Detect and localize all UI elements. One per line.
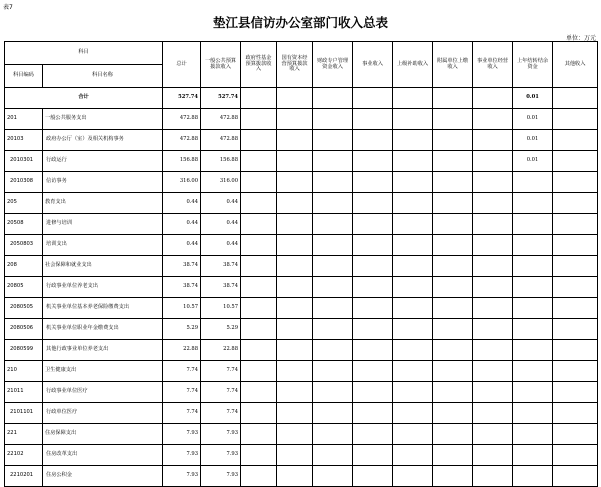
table-row: [5, 109, 598, 130]
table-row: [5, 403, 598, 424]
operating-cell: [473, 361, 513, 382]
business-cell: [353, 151, 393, 172]
subject-code-cell: 201: [5, 109, 43, 130]
total-cell: 156.88: [163, 151, 201, 172]
total-cell: 22.88: [163, 340, 201, 361]
table-row: [5, 319, 598, 340]
affiliated-cell: [433, 130, 473, 151]
upper-subsidy-cell: [393, 319, 433, 340]
operating-cell: [473, 298, 513, 319]
special-fiscal-cell: [313, 361, 353, 382]
subject-name-cell: 进修与培训: [43, 214, 163, 235]
affiliated-cell: [433, 235, 473, 256]
subject-name-cell: 住房公积金: [43, 466, 163, 487]
subject-code-cell: 2010301: [5, 151, 43, 172]
gov-fund-cell: [241, 424, 277, 445]
subject-name-cell: 教育支出: [43, 193, 163, 214]
other-cell: [553, 340, 598, 361]
upper-subsidy-cell: [393, 298, 433, 319]
special-fiscal-cell: [313, 319, 353, 340]
subject-name-cell: 一般公共服务支出: [43, 109, 163, 130]
state-capital-cell: [277, 214, 313, 235]
general-budget-cell: 527.74: [201, 88, 241, 109]
subject-name-cell: 社会保障和就业支出: [43, 256, 163, 277]
operating-cell: [473, 235, 513, 256]
header-special-fiscal: 财政专户管理资金收入: [313, 42, 353, 88]
general-budget-cell: 0.44: [201, 235, 241, 256]
other-cell: [553, 298, 598, 319]
gov-fund-cell: [241, 361, 277, 382]
total-cell: 38.74: [163, 256, 201, 277]
page-title: 垫江县信访办公室部门收入总表: [212, 15, 388, 30]
state-capital-cell: [277, 424, 313, 445]
general-budget-cell: 156.88: [201, 151, 241, 172]
state-capital-cell: [277, 466, 313, 487]
operating-cell: [473, 277, 513, 298]
header-business: 事业收入: [353, 42, 393, 88]
general-budget-cell: 7.93: [201, 445, 241, 466]
upper-subsidy-cell: [393, 340, 433, 361]
upper-subsidy-cell: [393, 466, 433, 487]
state-capital-cell: [277, 319, 313, 340]
state-capital-cell: [277, 277, 313, 298]
business-cell: [353, 277, 393, 298]
other-cell: [553, 424, 598, 445]
subject-name-cell: 住房保障支出: [43, 424, 163, 445]
business-cell: [353, 235, 393, 256]
carryover-cell: [513, 319, 553, 340]
upper-subsidy-cell: [393, 403, 433, 424]
other-cell: [553, 403, 598, 424]
business-cell: [353, 109, 393, 130]
other-cell: [553, 214, 598, 235]
special-fiscal-cell: [313, 88, 353, 109]
state-capital-cell: [277, 361, 313, 382]
state-capital-cell: [277, 151, 313, 172]
business-cell: [353, 88, 393, 109]
carryover-cell: 0.01: [513, 151, 553, 172]
general-budget-cell: 472.88: [201, 130, 241, 151]
subject-code-cell: 2050803: [5, 235, 43, 256]
table-row: [5, 256, 598, 277]
state-capital-cell: [277, 445, 313, 466]
special-fiscal-cell: [313, 340, 353, 361]
subject-code-cell: 208: [5, 256, 43, 277]
state-capital-cell: [277, 109, 313, 130]
header-subject-group: 科目: [5, 42, 163, 65]
subject-code-cell: 205: [5, 193, 43, 214]
other-cell: [553, 130, 598, 151]
other-cell: [553, 466, 598, 487]
gov-fund-cell: [241, 445, 277, 466]
state-capital-cell: [277, 172, 313, 193]
header-gov-fund: 政府性基金预算拨款收入: [241, 42, 277, 88]
general-budget-cell: 7.93: [201, 424, 241, 445]
general-budget-cell: 7.74: [201, 361, 241, 382]
table-row: [5, 466, 598, 487]
operating-cell: [473, 130, 513, 151]
operating-cell: [473, 403, 513, 424]
table-row: [5, 151, 598, 172]
gov-fund-cell: [241, 466, 277, 487]
operating-cell: [473, 109, 513, 130]
header-affiliated: 附属单位上缴收入: [433, 42, 473, 88]
carryover-cell: 0.01: [513, 109, 553, 130]
carryover-cell: [513, 256, 553, 277]
table-row: [5, 235, 598, 256]
state-capital-cell: [277, 256, 313, 277]
carryover-cell: 0.01: [513, 88, 553, 109]
header-other: 其他收入: [553, 42, 598, 88]
general-budget-cell: 38.74: [201, 256, 241, 277]
affiliated-cell: [433, 193, 473, 214]
subject-name-cell: 卫生健康支出: [43, 361, 163, 382]
subject-name-cell: 行政事业单位养老支出: [43, 277, 163, 298]
operating-cell: [473, 88, 513, 109]
operating-cell: [473, 382, 513, 403]
upper-subsidy-cell: [393, 214, 433, 235]
table-row: [5, 340, 598, 361]
upper-subsidy-cell: [393, 88, 433, 109]
operating-cell: [473, 466, 513, 487]
special-fiscal-cell: [313, 298, 353, 319]
subject-name-cell: 机关事业单位基本养老保险缴费支出: [43, 298, 163, 319]
carryover-cell: [513, 172, 553, 193]
subject-code-cell: 2080506: [5, 319, 43, 340]
special-fiscal-cell: [313, 466, 353, 487]
carryover-cell: [513, 445, 553, 466]
general-budget-cell: 7.74: [201, 403, 241, 424]
upper-subsidy-cell: [393, 235, 433, 256]
affiliated-cell: [433, 340, 473, 361]
subject-name-cell: 行政单位医疗: [43, 403, 163, 424]
upper-subsidy-cell: [393, 382, 433, 403]
affiliated-cell: [433, 361, 473, 382]
upper-subsidy-cell: [393, 172, 433, 193]
gov-fund-cell: [241, 340, 277, 361]
gov-fund-cell: [241, 319, 277, 340]
gov-fund-cell: [241, 256, 277, 277]
income-table: [4, 41, 598, 487]
state-capital-cell: [277, 88, 313, 109]
carryover-cell: [513, 424, 553, 445]
operating-cell: [473, 151, 513, 172]
upper-subsidy-cell: [393, 256, 433, 277]
subject-code-cell: 2010308: [5, 172, 43, 193]
gov-fund-cell: [241, 277, 277, 298]
carryover-cell: [513, 466, 553, 487]
affiliated-cell: [433, 88, 473, 109]
total-cell: 7.93: [163, 445, 201, 466]
table-body: [5, 88, 598, 487]
gov-fund-cell: [241, 193, 277, 214]
subject-code-cell: 21011: [5, 382, 43, 403]
business-cell: [353, 466, 393, 487]
affiliated-cell: [433, 445, 473, 466]
gov-fund-cell: [241, 109, 277, 130]
state-capital-cell: [277, 130, 313, 151]
total-cell: 0.44: [163, 193, 201, 214]
header-operating: 事业单位经营收入: [473, 42, 513, 88]
business-cell: [353, 172, 393, 193]
affiliated-cell: [433, 466, 473, 487]
business-cell: [353, 256, 393, 277]
table-row: [5, 382, 598, 403]
business-cell: [353, 319, 393, 340]
business-cell: [353, 298, 393, 319]
other-cell: [553, 382, 598, 403]
upper-subsidy-cell: [393, 109, 433, 130]
operating-cell: [473, 193, 513, 214]
subject-code-cell: 221: [5, 424, 43, 445]
general-budget-cell: 316.00: [201, 172, 241, 193]
subject-code-cell: 20103: [5, 130, 43, 151]
operating-cell: [473, 172, 513, 193]
general-budget-cell: 7.74: [201, 382, 241, 403]
state-capital-cell: [277, 382, 313, 403]
table-row: [5, 172, 598, 193]
general-budget-cell: 10.57: [201, 298, 241, 319]
other-cell: [553, 277, 598, 298]
total-cell: 472.88: [163, 130, 201, 151]
total-cell: 0.44: [163, 235, 201, 256]
total-cell: 7.74: [163, 403, 201, 424]
state-capital-cell: [277, 235, 313, 256]
total-cell: 0.44: [163, 214, 201, 235]
table-row: [5, 298, 598, 319]
gov-fund-cell: [241, 151, 277, 172]
total-label-cell: 合计: [5, 88, 163, 109]
special-fiscal-cell: [313, 172, 353, 193]
general-budget-cell: 7.93: [201, 466, 241, 487]
carryover-cell: 0.01: [513, 130, 553, 151]
total-cell: 10.57: [163, 298, 201, 319]
special-fiscal-cell: [313, 256, 353, 277]
subject-code-cell: 2080505: [5, 298, 43, 319]
total-cell: 7.93: [163, 466, 201, 487]
other-cell: [553, 256, 598, 277]
operating-cell: [473, 256, 513, 277]
affiliated-cell: [433, 298, 473, 319]
sheet-tag: 表7: [3, 4, 13, 11]
carryover-cell: [513, 382, 553, 403]
table-row: [5, 445, 598, 466]
affiliated-cell: [433, 319, 473, 340]
general-budget-cell: 22.88: [201, 340, 241, 361]
subject-code-cell: 20805: [5, 277, 43, 298]
header-general-budget: 一般公共预算拨款收入: [201, 42, 241, 88]
general-budget-cell: 0.44: [201, 193, 241, 214]
business-cell: [353, 130, 393, 151]
operating-cell: [473, 319, 513, 340]
general-budget-cell: 0.44: [201, 214, 241, 235]
gov-fund-cell: [241, 382, 277, 403]
carryover-cell: [513, 277, 553, 298]
special-fiscal-cell: [313, 424, 353, 445]
subject-name-cell: 行政事业单位医疗: [43, 382, 163, 403]
table-row: [5, 193, 598, 214]
affiliated-cell: [433, 403, 473, 424]
header-carryover: 上年结转结余资金: [513, 42, 553, 88]
carryover-cell: [513, 193, 553, 214]
other-cell: [553, 109, 598, 130]
total-row: [5, 88, 598, 109]
gov-fund-cell: [241, 403, 277, 424]
subject-name-cell: 信访事务: [43, 172, 163, 193]
subject-name-cell: 住房改革支出: [43, 445, 163, 466]
subject-name-cell: 政府办公厅（室）及相关机构事务: [43, 130, 163, 151]
affiliated-cell: [433, 151, 473, 172]
subject-name-cell: 培训支出: [43, 235, 163, 256]
carryover-cell: [513, 361, 553, 382]
gov-fund-cell: [241, 130, 277, 151]
header-total: 总计: [163, 42, 201, 88]
total-cell: 527.74: [163, 88, 201, 109]
upper-subsidy-cell: [393, 151, 433, 172]
special-fiscal-cell: [313, 109, 353, 130]
other-cell: [553, 319, 598, 340]
carryover-cell: [513, 235, 553, 256]
operating-cell: [473, 424, 513, 445]
subject-code-cell: 2210201: [5, 466, 43, 487]
business-cell: [353, 382, 393, 403]
business-cell: [353, 361, 393, 382]
affiliated-cell: [433, 109, 473, 130]
upper-subsidy-cell: [393, 193, 433, 214]
general-budget-cell: 472.88: [201, 109, 241, 130]
other-cell: [553, 193, 598, 214]
general-budget-cell: 38.74: [201, 277, 241, 298]
gov-fund-cell: [241, 214, 277, 235]
affiliated-cell: [433, 277, 473, 298]
table-row: [5, 130, 598, 151]
gov-fund-cell: [241, 88, 277, 109]
special-fiscal-cell: [313, 235, 353, 256]
subject-code-cell: 2101101: [5, 403, 43, 424]
total-cell: 316.00: [163, 172, 201, 193]
affiliated-cell: [433, 256, 473, 277]
other-cell: [553, 361, 598, 382]
business-cell: [353, 403, 393, 424]
upper-subsidy-cell: [393, 424, 433, 445]
upper-subsidy-cell: [393, 361, 433, 382]
table-row: [5, 424, 598, 445]
carryover-cell: [513, 403, 553, 424]
operating-cell: [473, 445, 513, 466]
state-capital-cell: [277, 403, 313, 424]
unit-label: 单位：万元: [565, 35, 596, 42]
table-row: [5, 214, 598, 235]
header-state-capital: 国有资本经营预算拨款收入: [277, 42, 313, 88]
special-fiscal-cell: [313, 403, 353, 424]
state-capital-cell: [277, 193, 313, 214]
business-cell: [353, 424, 393, 445]
total-cell: 7.93: [163, 424, 201, 445]
subject-name-cell: 行政运行: [43, 151, 163, 172]
upper-subsidy-cell: [393, 277, 433, 298]
carryover-cell: [513, 214, 553, 235]
total-cell: 472.88: [163, 109, 201, 130]
state-capital-cell: [277, 340, 313, 361]
special-fiscal-cell: [313, 130, 353, 151]
gov-fund-cell: [241, 235, 277, 256]
business-cell: [353, 340, 393, 361]
business-cell: [353, 214, 393, 235]
gov-fund-cell: [241, 298, 277, 319]
special-fiscal-cell: [313, 445, 353, 466]
total-cell: 5.29: [163, 319, 201, 340]
subject-code-cell: 210: [5, 361, 43, 382]
other-cell: [553, 172, 598, 193]
general-budget-cell: 5.29: [201, 319, 241, 340]
gov-fund-cell: [241, 172, 277, 193]
subject-code-cell: 20508: [5, 214, 43, 235]
other-cell: [553, 235, 598, 256]
subject-name-cell: 机关事业单位职业年金缴费支出: [43, 319, 163, 340]
special-fiscal-cell: [313, 382, 353, 403]
special-fiscal-cell: [313, 214, 353, 235]
special-fiscal-cell: [313, 151, 353, 172]
upper-subsidy-cell: [393, 445, 433, 466]
total-cell: 7.74: [163, 382, 201, 403]
other-cell: [553, 151, 598, 172]
total-cell: 7.74: [163, 361, 201, 382]
header-subject-name: 科目名称: [43, 65, 163, 88]
operating-cell: [473, 214, 513, 235]
state-capital-cell: [277, 298, 313, 319]
header-upper-subsidy: 上级补助收入: [393, 42, 433, 88]
subject-name-cell: 其他行政事业单位养老支出: [43, 340, 163, 361]
special-fiscal-cell: [313, 277, 353, 298]
carryover-cell: [513, 298, 553, 319]
header-subject-code: 科目编码: [5, 65, 43, 88]
subject-code-cell: 2080599: [5, 340, 43, 361]
other-cell: [553, 445, 598, 466]
business-cell: [353, 445, 393, 466]
affiliated-cell: [433, 172, 473, 193]
upper-subsidy-cell: [393, 130, 433, 151]
total-cell: 38.74: [163, 277, 201, 298]
affiliated-cell: [433, 424, 473, 445]
carryover-cell: [513, 340, 553, 361]
other-cell: [553, 88, 598, 109]
operating-cell: [473, 340, 513, 361]
affiliated-cell: [433, 214, 473, 235]
table-row: [5, 361, 598, 382]
business-cell: [353, 193, 393, 214]
table-row: [5, 277, 598, 298]
subject-code-cell: 22102: [5, 445, 43, 466]
special-fiscal-cell: [313, 193, 353, 214]
affiliated-cell: [433, 382, 473, 403]
